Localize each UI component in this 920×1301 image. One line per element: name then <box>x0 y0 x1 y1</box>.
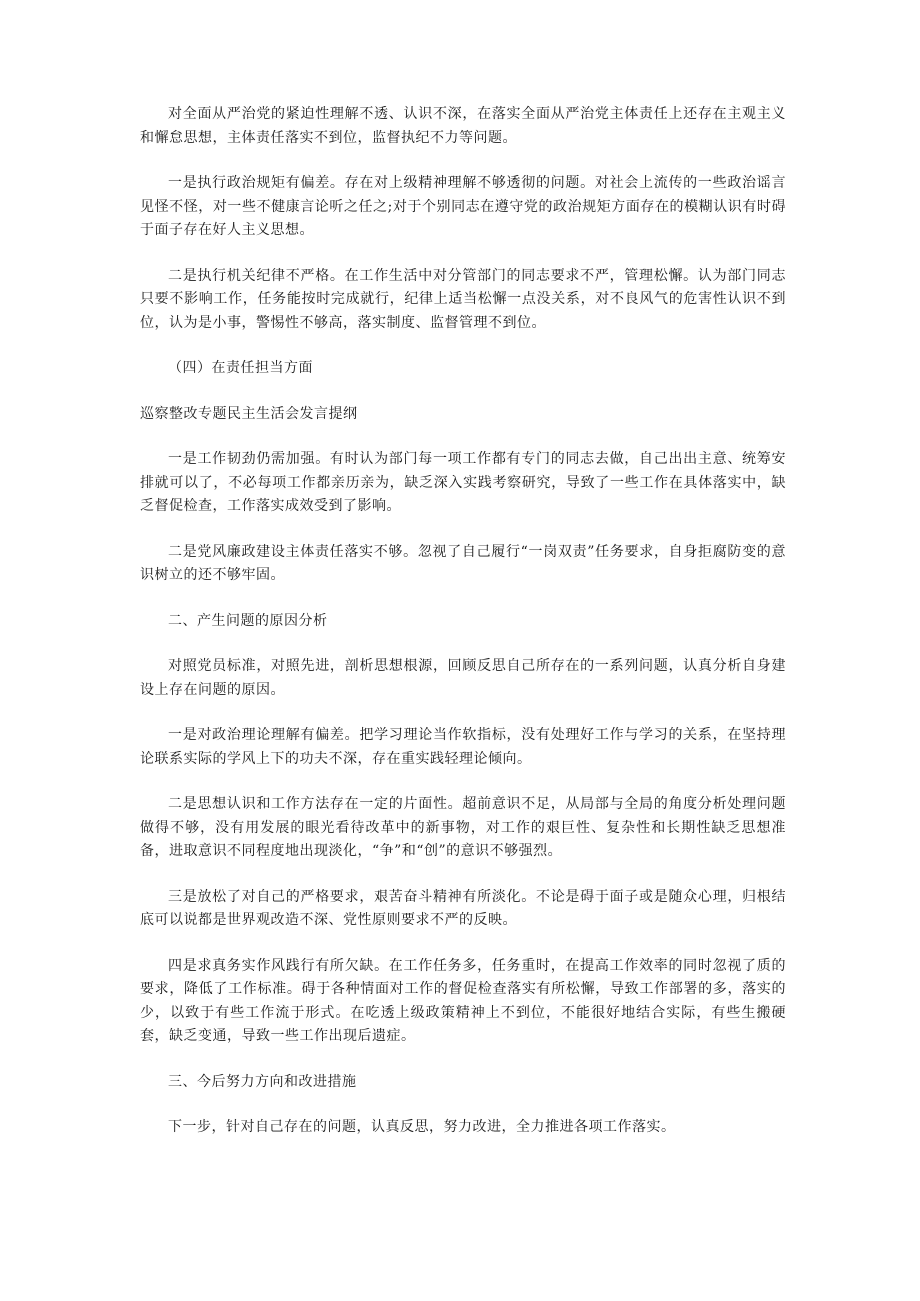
section-heading-responsibility: （四）在责任担当方面 <box>168 360 313 376</box>
paragraph-self-discipline: 三是放松了对自己的严格要求，艰苦奋斗精神有所淡化。不论是碍于面子或是随众心理，归根结底可以说都是世界观改造不深、党性原则要求不严的反映。 <box>140 888 786 928</box>
paragraph-pragmatic-style: 四是求真务实作风践行有所欠缺。在工作任务多，任务重时，在提高工作效率的同时忽视了质的要求，降低了工作标准。碍于各种情面对工作的督促检查落实有所松懈，导致工作部署的多，落实的少，以致于有些工作流于形式。在吃透上级政策精神上不到位，不能很好地结合实际，有些生搬硬套，缺乏变通，导致一些工作出现后遗症。 <box>140 957 786 1044</box>
section-heading-improvement: 三、今后努力方向和改进措施 <box>168 1073 357 1090</box>
document-page <box>140 103 786 1162</box>
paragraph-work-tenacity: 一是工作韧劲仍需加强。有时认为部门每一项工作都有专门的同志去做，自己出出主意、统筹安排就可以了，不必每项工作都亲历亲为，缺乏深入实践考察研究，导致了一些工作在具体落实中，缺乏督促检查，工作落实成效受到了影响。 <box>140 451 786 514</box>
paragraph-discipline: 二是执行机关纪律不严格。在工作生活中对分管部门的同志要求不严，管理松懈。认为部门同志只要不影响工作，任务能按时完成就行，纪律上适当松懈一点没关系，对不良风气的危害性认识不到位，认为是小事，警惕性不够高，落实制度、监督管理不到位。 <box>140 267 786 331</box>
paragraph-intro: 对全面从严治党的紧迫性理解不透、认识不深，在落实全面从严治党主体责任上还存在主观主义和懈怠思想，主体责任落实不到位，监督执纪不力等问题。 <box>140 106 786 146</box>
document-title-line: 巡察整改专题民主生活会发言提纲 <box>140 405 358 422</box>
paragraph-cause-intro: 对照党员标准，对照先进，剖析思想根源，回顾反思自己所存在的一系列问题，认真分析自身建设上存在问题的原因。 <box>140 658 786 698</box>
paragraph-next-steps: 下一步，针对自己存在的问题，认真反思，努力改进，全力推进各项工作落实。 <box>168 1119 676 1135</box>
paragraph-integrity-responsibility: 二是党风廉政建设主体责任落实不够。忽视了自己履行“一岗双责”任务要求，自身拒腐防变的意识树立的还不够牢固。 <box>140 543 786 583</box>
paragraph-thinking-methods: 二是思想认识和工作方法存在一定的片面性。超前意识不足，从局部与全局的角度分析处理问题做得不够，没有用发展的眼光看待改革中的新事物，对工作的艰巨性、复杂性和长期性缺乏思想准备，进取意识不同程度地出现淡化，“争”和“创”的意识不够强烈。 <box>140 796 786 859</box>
section-heading-cause-analysis: 二、产生问题的原因分析 <box>168 612 328 629</box>
paragraph-theory-understanding: 一是对政治理论理解有偏差。把学习理论当作软指标，没有处理好工作与学习的关系，在坚持理论联系实际的学风上下的功夫不深，存在重实践轻理论倾向。 <box>140 727 786 767</box>
paragraph-political-rules: 一是执行政治规矩有偏差。存在对上级精神理解不够透彻的问题。对社会上流传的一些政治谣言见怪不怪，对一些不健康言论听之任之;对于个别同志在遵守党的政治规矩方面存在的模糊认识有时碍于面子存在好人主义思想。 <box>140 175 786 238</box>
